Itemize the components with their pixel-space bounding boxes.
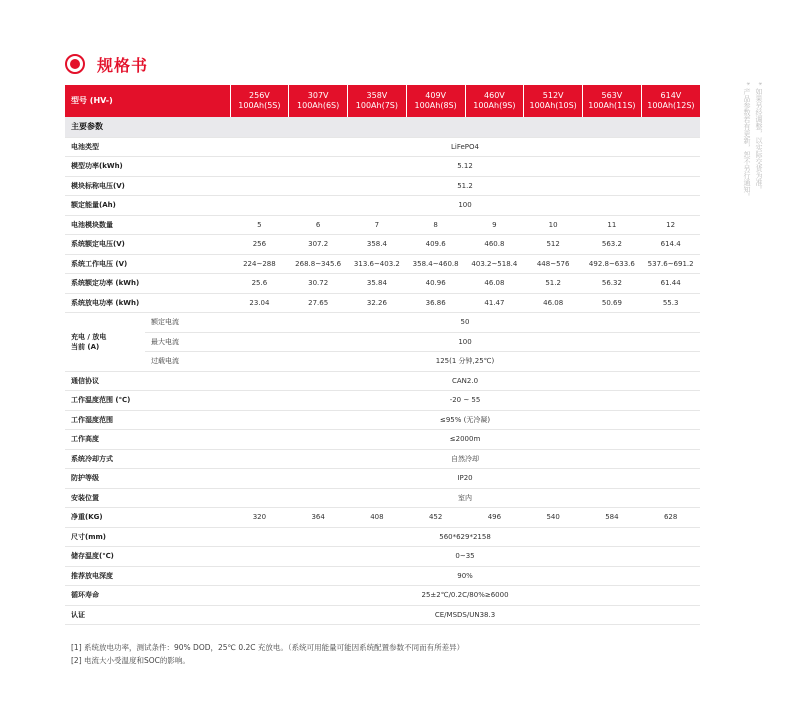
row-label: 系统冷却方式 — [65, 449, 230, 469]
row-label: 尺寸(mm) — [65, 527, 230, 547]
table-row — [65, 449, 700, 469]
row-value: 100 — [230, 332, 700, 352]
footnotes — [71, 641, 464, 667]
model-capacity: 100Ah(8S) — [414, 101, 457, 110]
model-voltage: 512V — [542, 91, 564, 100]
row-value: -20 ~ 55 — [230, 391, 700, 411]
group-label-line: 充电 / 放电 — [71, 332, 107, 341]
row-label: 通信协议 — [65, 371, 230, 391]
model-capacity: 100Ah(12S) — [647, 101, 695, 110]
table-row — [65, 547, 700, 567]
row-cell: 51.2 — [524, 274, 583, 294]
row-label: 电池类型 — [65, 137, 230, 157]
row-label: 系统工作电压 (V) — [65, 254, 230, 274]
row-cell: 313.6~403.2 — [348, 254, 407, 274]
model-col-header — [406, 85, 465, 117]
row-value: ≤95% (无冷凝) — [230, 410, 700, 430]
row-cell: 46.08 — [465, 274, 524, 294]
row-cell: 9 — [465, 215, 524, 235]
table-row — [65, 527, 700, 547]
model-voltage: 460V — [484, 91, 505, 100]
row-sublabel: 过载电流 — [145, 352, 230, 372]
table-row — [65, 274, 700, 294]
row-cell: 40.96 — [406, 274, 465, 294]
model-capacity: 100Ah(11S) — [588, 101, 636, 110]
table-row — [65, 566, 700, 586]
row-value: 室内 — [230, 488, 700, 508]
table-row — [65, 137, 700, 157]
footnote: [1] 系统放电功率，测试条件：90% DOD，25℃ 0.2C 充放电。（系统可用能量可能因系统配置参数不同而有所差异） — [71, 643, 465, 652]
table-row — [65, 235, 700, 255]
table-row — [65, 469, 700, 489]
row-label: 安装位置 — [65, 488, 230, 508]
row-label: 认证 — [65, 605, 230, 625]
row-cell: 403.2~518.4 — [465, 254, 524, 274]
row-cell: 540 — [524, 508, 583, 528]
row-sublabel: 额定电流 — [145, 313, 230, 333]
table-row — [65, 332, 700, 352]
model-col-header — [348, 85, 407, 117]
row-label: 工作湿度范围 — [65, 410, 230, 430]
row-label: 额定能量(Ah) — [65, 196, 230, 216]
row-cell: 46.08 — [524, 293, 583, 313]
row-value: IP20 — [230, 469, 700, 489]
table-row — [65, 176, 700, 196]
row-cell: 452 — [406, 508, 465, 528]
model-voltage: 563V — [601, 91, 623, 100]
table-row — [65, 391, 700, 411]
model-col-header — [465, 85, 524, 117]
row-cell: 36.86 — [406, 293, 465, 313]
row-label: 防护等级 — [65, 469, 230, 489]
footnote: [2] 电流大小受温度和SOC的影响。 — [71, 656, 190, 665]
row-cell: 460.8 — [465, 235, 524, 255]
current-group-label — [65, 313, 145, 372]
table-row — [65, 254, 700, 274]
row-cell: 56.32 — [583, 274, 642, 294]
table-row — [65, 488, 700, 508]
row-value: LiFePO4 — [230, 137, 700, 157]
table-row — [65, 196, 700, 216]
row-cell: 50.69 — [583, 293, 642, 313]
row-value: 125(1 分钟,25℃) — [230, 352, 700, 372]
row-cell: 27.65 — [289, 293, 348, 313]
row-cell: 496 — [465, 508, 524, 528]
model-capacity: 100Ah(5S) — [238, 101, 281, 110]
row-label: 系统额定电压(V) — [65, 235, 230, 255]
bullet-icon — [65, 54, 85, 74]
row-cell: 409.6 — [406, 235, 465, 255]
row-label: 工作高度 — [65, 430, 230, 450]
row-label: 系统额定功率 (kWh) — [65, 274, 230, 294]
table-row — [65, 605, 700, 625]
table-row — [65, 215, 700, 235]
table-row — [65, 293, 700, 313]
row-cell: 563.2 — [583, 235, 642, 255]
table-row — [65, 430, 700, 450]
model-voltage: 358V — [366, 91, 388, 100]
spec-table — [65, 85, 700, 625]
side-note — [730, 82, 764, 200]
group-label-line: 当前 (A) — [71, 342, 100, 351]
row-cell: 23.04 — [230, 293, 289, 313]
row-value: 560*629*2158 — [230, 527, 700, 547]
row-cell: 364 — [289, 508, 348, 528]
model-capacity: 100Ah(9S) — [473, 101, 516, 110]
row-cell: 8 — [406, 215, 465, 235]
section-title: 主要参数 — [65, 117, 700, 137]
row-cell: 5 — [230, 215, 289, 235]
page-header — [65, 52, 148, 76]
table-row — [65, 410, 700, 430]
row-cell: 512 — [524, 235, 583, 255]
row-cell: 256 — [230, 235, 289, 255]
row-cell: 614.4 — [641, 235, 700, 255]
row-value: CAN2.0 — [230, 371, 700, 391]
row-cell: 358.4 — [348, 235, 407, 255]
row-cell: 55.3 — [641, 293, 700, 313]
row-sublabel: 最大电流 — [145, 332, 230, 352]
row-value: ≤2000m — [230, 430, 700, 450]
row-cell: 224~288 — [230, 254, 289, 274]
row-cell: 584 — [583, 508, 642, 528]
row-label: 工作温度范围 (℃) — [65, 391, 230, 411]
table-row — [65, 313, 700, 333]
section-row — [65, 117, 700, 137]
row-value: 0~35 — [230, 547, 700, 567]
model-col-header — [641, 85, 700, 117]
row-value: 50 — [230, 313, 700, 333]
model-voltage: 307V — [307, 91, 329, 100]
row-cell: 10 — [524, 215, 583, 235]
row-label: 净重(KG) — [65, 508, 230, 528]
row-cell: 492.8~633.6 — [583, 254, 642, 274]
row-value: 90% — [230, 566, 700, 586]
table-body — [65, 117, 700, 625]
row-cell: 11 — [583, 215, 642, 235]
row-cell: 25.6 — [230, 274, 289, 294]
row-label: 储存温度(℃) — [65, 547, 230, 567]
row-cell: 320 — [230, 508, 289, 528]
row-cell: 61.44 — [641, 274, 700, 294]
model-header: 型号 (HV-) — [65, 85, 230, 117]
model-col-header — [289, 85, 348, 117]
row-label: 循环寿命 — [65, 586, 230, 606]
model-voltage: 614V — [660, 91, 682, 100]
model-col-header — [230, 85, 289, 117]
row-cell: 408 — [348, 508, 407, 528]
page-title: 规格书 — [97, 55, 149, 75]
row-cell: 35.84 — [348, 274, 407, 294]
model-col-header — [583, 85, 642, 117]
model-capacity: 100Ah(6S) — [297, 101, 340, 110]
row-value: 25±2℃/0.2C/80%≥6000 — [230, 586, 700, 606]
row-value: 自然冷却 — [230, 449, 700, 469]
row-cell: 32.26 — [348, 293, 407, 313]
row-cell: 6 — [289, 215, 348, 235]
row-cell: 448~576 — [524, 254, 583, 274]
side-note-line: * 产品参数若有更新，恕不另行通知。 — [743, 82, 751, 200]
model-voltage: 256V — [249, 91, 270, 100]
row-cell: 12 — [641, 215, 700, 235]
model-voltage: 409V — [425, 91, 447, 100]
row-label: 电池模块数量 — [65, 215, 230, 235]
row-value: 100 — [230, 196, 700, 216]
row-label: 模块标称电压(V) — [65, 176, 230, 196]
row-cell: 358.4~460.8 — [406, 254, 465, 274]
table-row — [65, 586, 700, 606]
table-row — [65, 508, 700, 528]
row-cell: 268.8~345.6 — [289, 254, 348, 274]
row-label: 系统放电功率 (kWh) — [65, 293, 230, 313]
table-row — [65, 157, 700, 177]
model-capacity: 100Ah(7S) — [355, 101, 398, 110]
table-header-row — [65, 85, 700, 117]
row-value: CE/MSDS/UN38.3 — [230, 605, 700, 625]
model-capacity: 100Ah(10S) — [529, 101, 577, 110]
table-row — [65, 371, 700, 391]
row-cell: 307.2 — [289, 235, 348, 255]
row-value: 5.12 — [230, 157, 700, 177]
row-cell: 30.72 — [289, 274, 348, 294]
row-cell: 7 — [348, 215, 407, 235]
row-cell: 628 — [641, 508, 700, 528]
row-cell: 41.47 — [465, 293, 524, 313]
row-value: 51.2 — [230, 176, 700, 196]
side-note-line: * 如果另经调整，以实际交货为准。 — [755, 82, 763, 193]
row-cell: 537.6~691.2 — [641, 254, 700, 274]
model-col-header — [524, 85, 583, 117]
table-row — [65, 352, 700, 372]
row-label: 推荐放电深度 — [65, 566, 230, 586]
row-label: 模型功率(kWh) — [65, 157, 230, 177]
